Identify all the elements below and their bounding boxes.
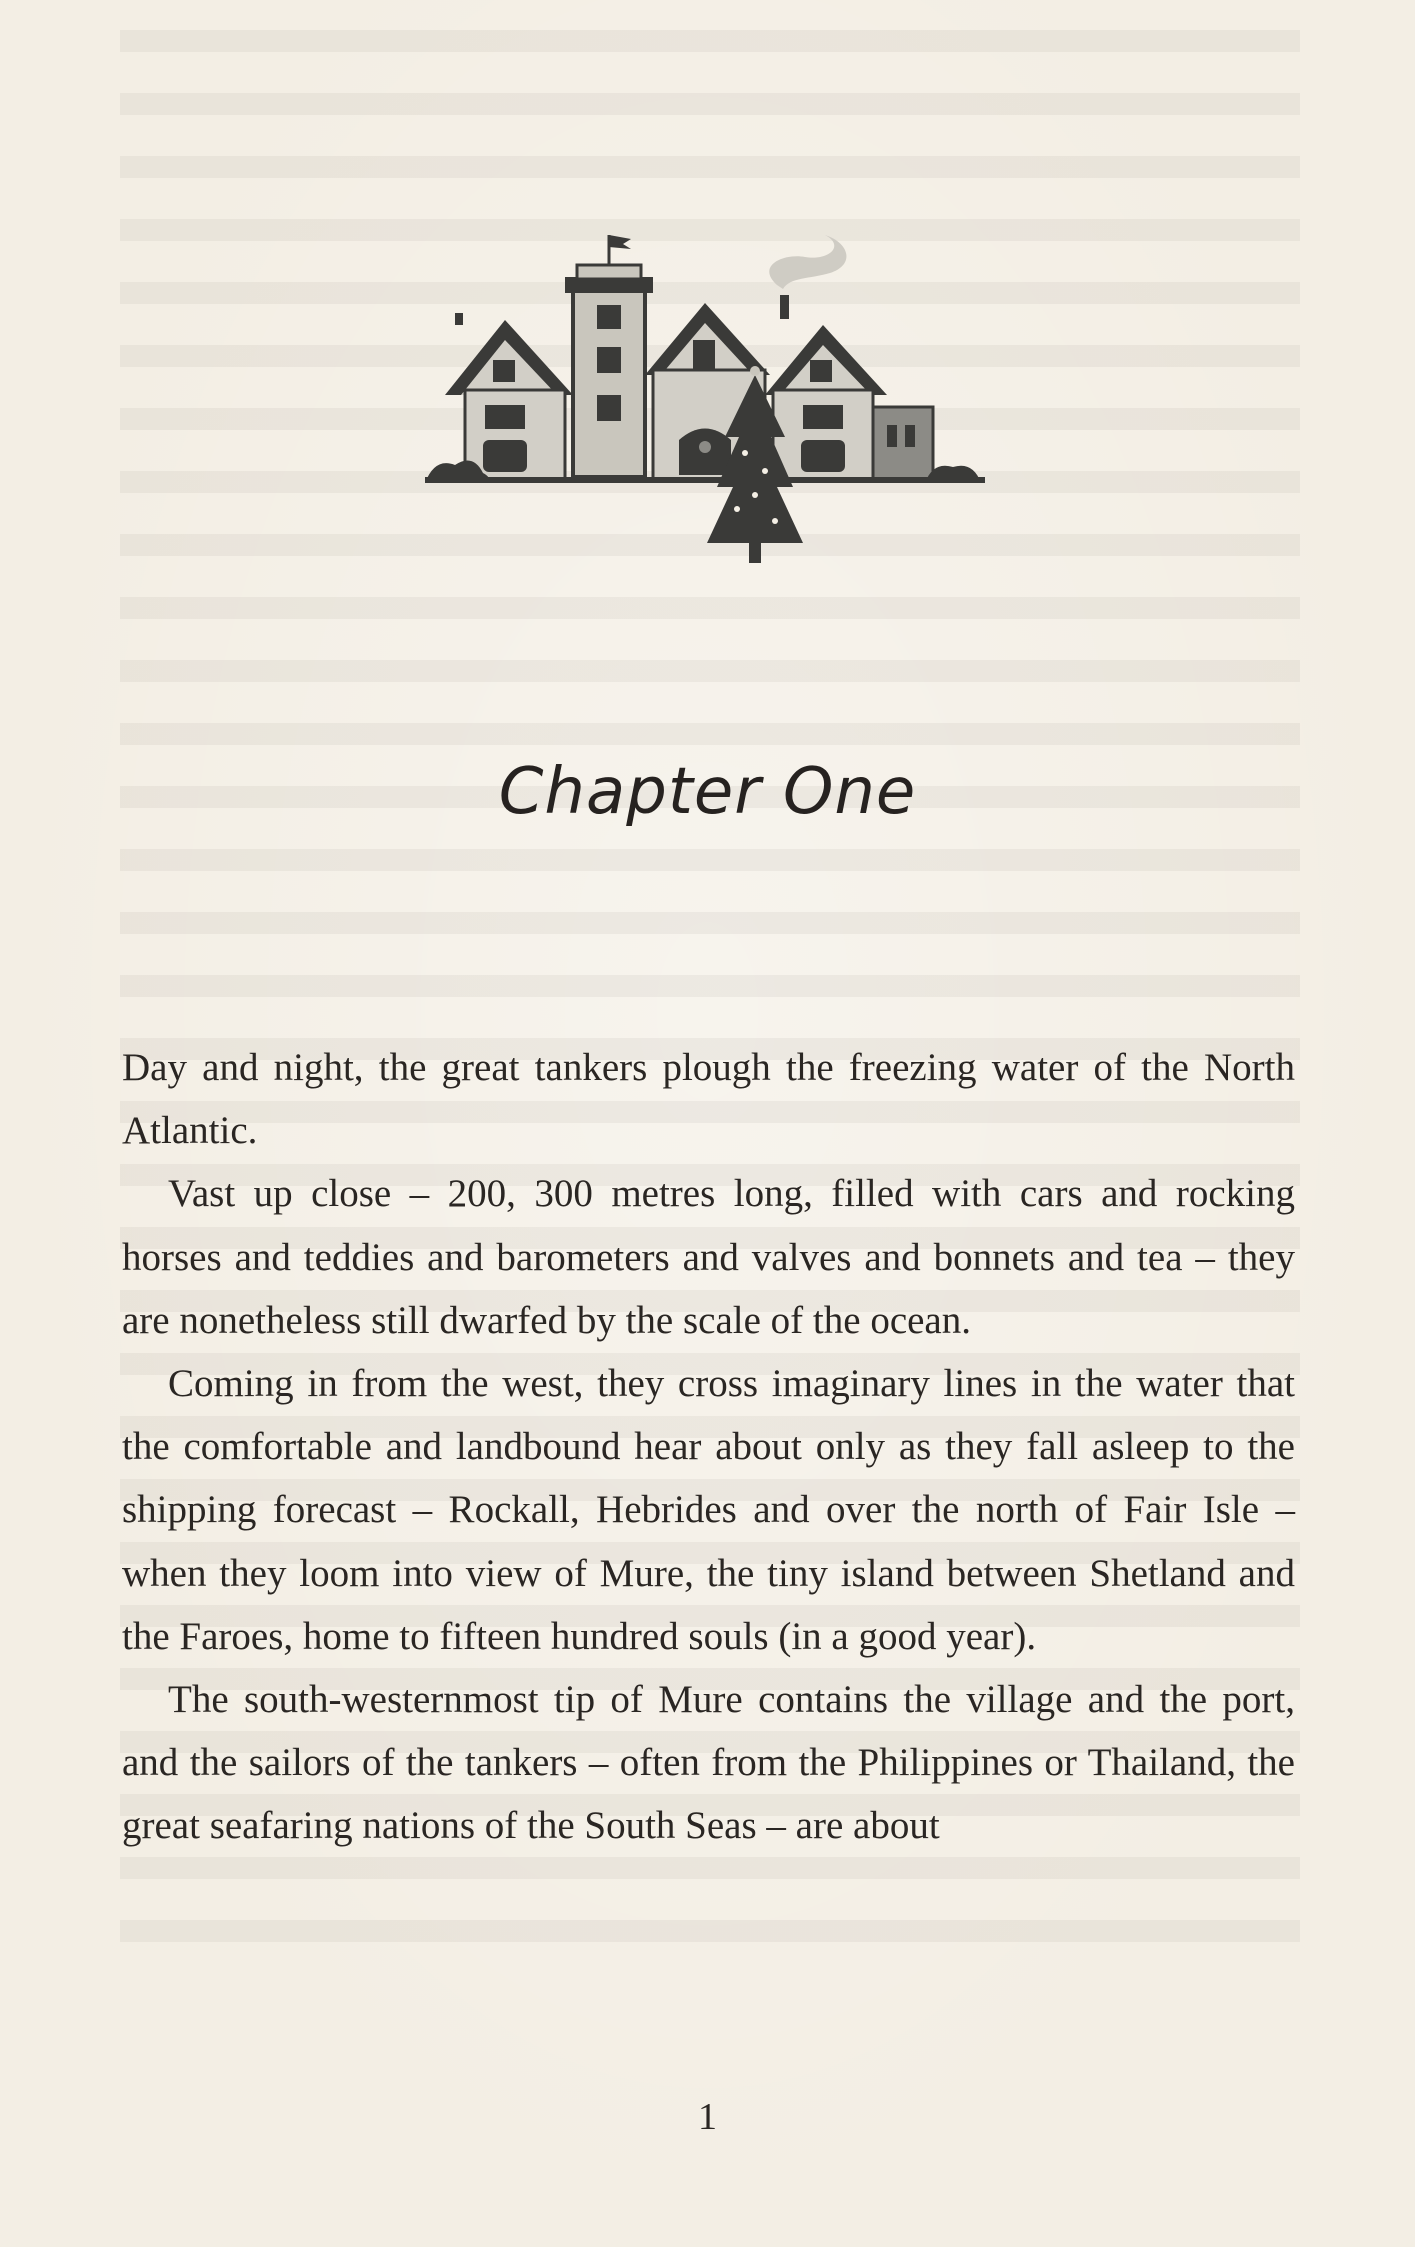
chapter-title: Chapter One — [498, 755, 917, 829]
page-number: 1 — [698, 2096, 717, 2138]
paragraph: Coming in from the west, they cross imaginary lines in the water that the comfortable and landbound hear about only as they fall asleep to the shipping forecast – Rockall, Hebrides and over the north of Fair Isle – when they loom into view of Mure, the tiny island between Shetland and the Faroes, home to fifteen hundred souls (in a good year). — [122, 1362, 1295, 1658]
paragraph: Day and night, the great tankers plough the freezing water of the North Atlantic. — [122, 1046, 1295, 1153]
chapter-body — [122, 1036, 1295, 1858]
paragraph: Vast up close – 200, 300 metres long, filled with cars and rocking horses and teddies and barometers and valves and bonnets and tea – they are nonetheless still dwarfed by the scale of the ocean. — [122, 1172, 1295, 1342]
manor-house-icon — [425, 225, 985, 595]
paragraph: The south-westernmost tip of Mure contains the village and the port, and the sailors of the tankers – often from the Philippines or Thailand, the great seafaring nations of the South Seas – are about — [122, 1678, 1295, 1848]
